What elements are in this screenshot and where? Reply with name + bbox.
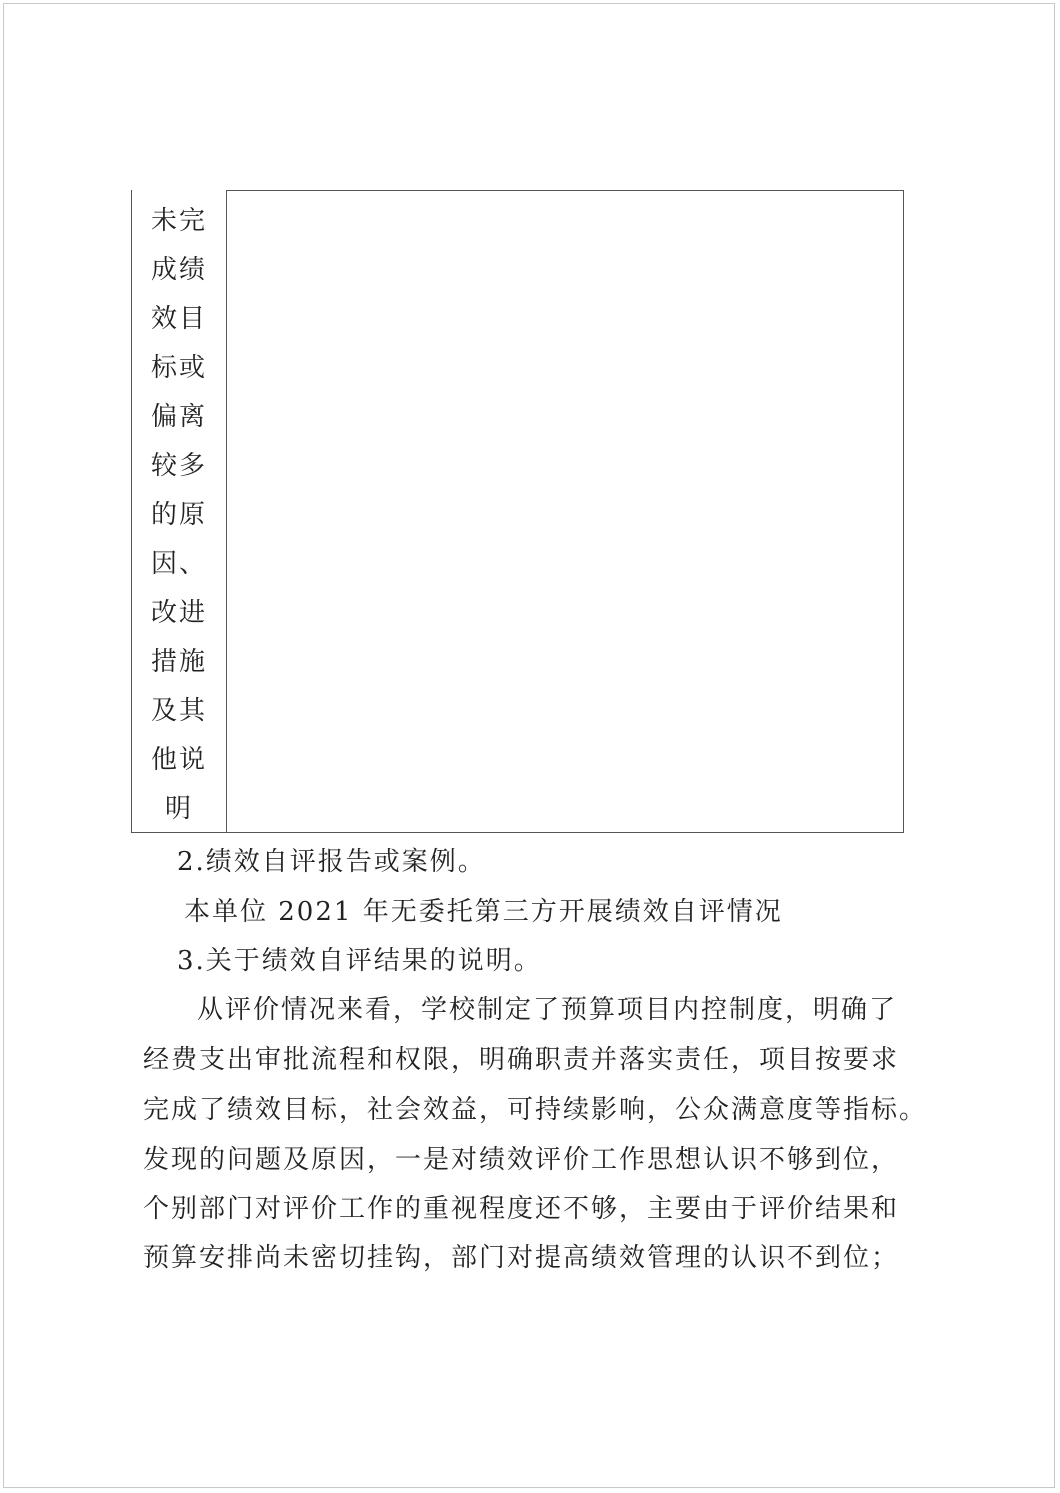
label-line: 较多 xyxy=(150,451,207,481)
body-line: 完成了绩效目标，社会效益，可持续影响，公众满意度等指标。 xyxy=(143,1095,928,1125)
table-content-cell xyxy=(226,190,904,832)
label-line: 他说 xyxy=(150,745,207,775)
label-line: 未完 xyxy=(150,206,207,236)
body-line: 经费支出审批流程和权限，明确职责并落实责任，项目按要求 xyxy=(143,1045,900,1075)
label-line: 因、 xyxy=(150,549,207,579)
table-label-cell xyxy=(132,190,226,832)
label-line: 改进 xyxy=(150,598,207,628)
item2-title: 2.绩效自评报告或案例。 xyxy=(177,847,486,877)
label-line: 措施 xyxy=(150,647,207,677)
label-line: 效目 xyxy=(150,304,207,334)
item3-title: 3.关于绩效自评结果的说明。 xyxy=(177,946,542,976)
label-line: 明 xyxy=(164,794,193,824)
body-line: 从评价情况来看，学校制定了预算项目内控制度，明确了 xyxy=(197,995,898,1025)
body-line: 预算安排尚未密切挂钩，部门对提高绩效管理的认识不到位； xyxy=(143,1243,900,1273)
label-line: 及其 xyxy=(150,696,207,726)
body-line: 个别部门对评价工作的重视程度还不够，主要由于评价结果和 xyxy=(143,1194,900,1224)
body-line: 发现的问题及原因，一是对绩效评价工作思想认识不够到位， xyxy=(143,1145,900,1175)
label-line: 偏离 xyxy=(150,402,207,432)
item2-body: 本单位 2021 年无委托第三方开展绩效自评情况 xyxy=(184,897,783,927)
unfinished-targets-table xyxy=(131,190,904,833)
label-line: 的原 xyxy=(150,500,207,530)
label-line: 标或 xyxy=(150,353,207,383)
label-line: 成绩 xyxy=(150,255,207,285)
